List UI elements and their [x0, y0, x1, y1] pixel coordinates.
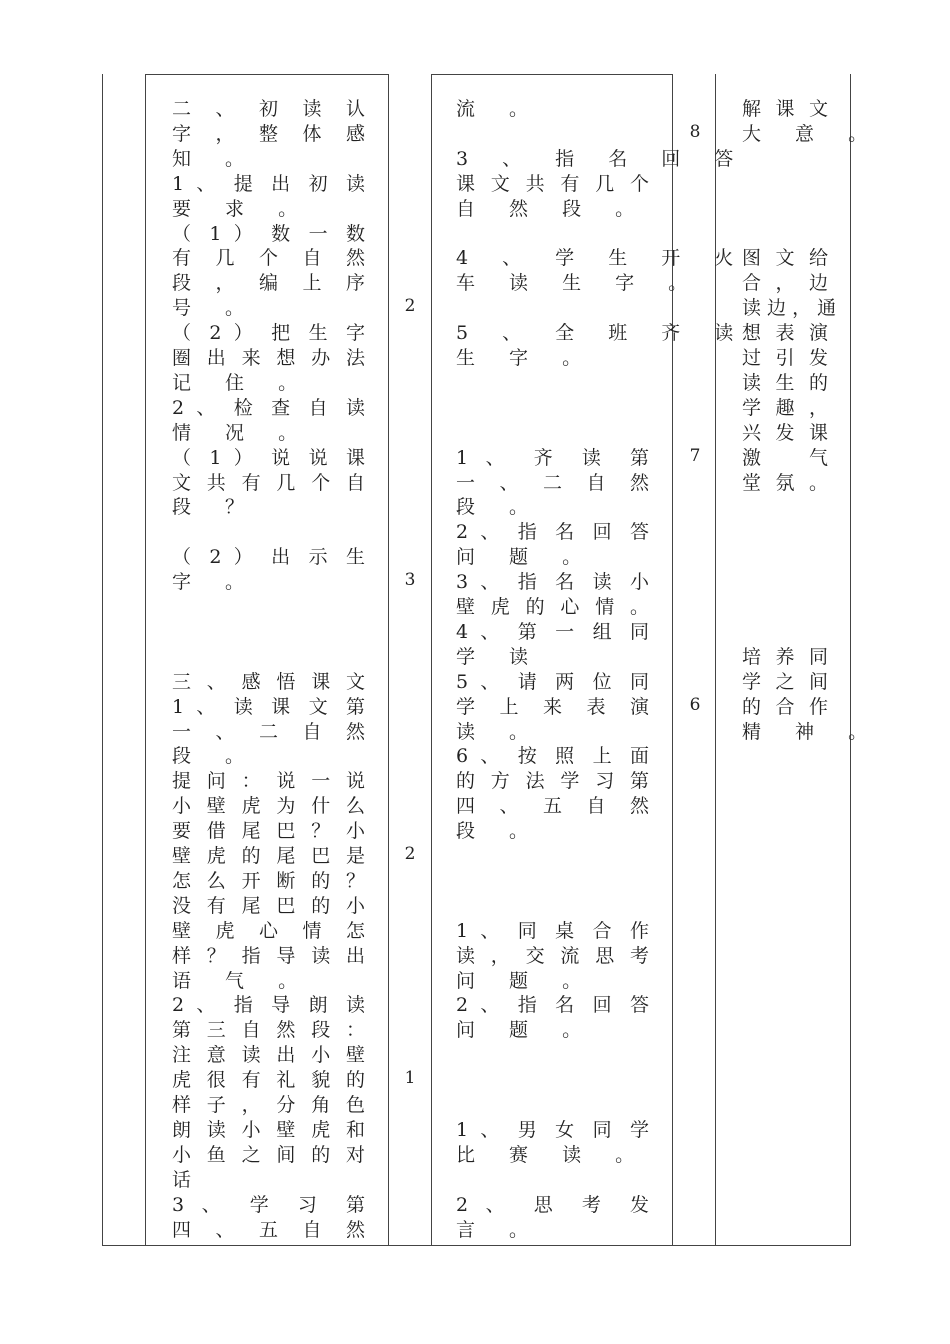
teacher-text-line: 三 、 感 悟 课 文: [172, 670, 365, 693]
intent-text-line: 培 养 同: [742, 645, 828, 668]
teacher-text-line: 注 意 读 出 小 壁: [172, 1044, 365, 1067]
time-minutes: 7: [689, 445, 701, 466]
col-teacher-left-border: [145, 74, 146, 1246]
teacher-text-line: 情 况 。: [172, 421, 312, 444]
student-text-line: 6 、 按 照 上 面: [456, 745, 649, 768]
intent-text-line: 堂 氛 。: [742, 471, 828, 494]
student-text-line: 段 。: [456, 820, 543, 843]
teacher-text-line: 文 共 有 几 个 自: [172, 471, 365, 494]
student-text-line: 问 题 。: [456, 546, 596, 569]
student-text-line: 3 、 指 名 读 小: [456, 571, 649, 594]
student-text-line: 生 字 。: [456, 347, 596, 369]
student-text-line: 问 题 。: [456, 969, 596, 992]
teacher-text-line: 有 几 个 自 然: [172, 247, 365, 270]
time-minutes: 6: [689, 694, 701, 715]
teacher-text-line: 第 三 自 然 段 ：: [172, 1019, 365, 1042]
student-text-line: 壁 虎 的 心 情 。: [456, 596, 649, 618]
teacher-text-line: 小 壁 虎 为 什 么: [172, 795, 365, 818]
teacher-text-line: 字 。: [172, 571, 259, 594]
intent-text-line: 激 气: [742, 446, 828, 469]
teacher-text-line: 朗 读 小 壁 虎 和: [172, 1118, 365, 1141]
teacher-text-line: 知 。: [172, 147, 259, 170]
teacher-text-line: 四 、 五 自 然: [172, 1218, 365, 1241]
student-text-line: 学 读: [456, 645, 543, 668]
intent-text-line: 的 合 作: [742, 695, 828, 718]
teacher-text-line: 一 、 二 自 然: [172, 720, 365, 743]
student-text-line: 4 、 学 生 开 火: [456, 247, 748, 270]
student-text-line: 3 、 指 名 回 答: [456, 147, 748, 170]
teacher-text-line: 样 ？ 指 导 读 出: [172, 944, 365, 967]
teacher-text-line: 段 ， 编 上 序: [172, 272, 365, 295]
teacher-text-line: （ 1 ） 说 说 课: [172, 446, 365, 469]
student-text-line: 1 、 同 桌 合 作: [456, 919, 649, 942]
student-text-line: 车 读 生 字 。: [456, 272, 702, 295]
intent-text-line: 读 边 ， 通: [742, 297, 837, 320]
teacher-text-line: 2 、 指 导 朗 读: [172, 994, 365, 1017]
student-text-line: 5 、 全 班 齐 读: [456, 322, 748, 345]
student-text-line: 2 、 指 名 回 答: [456, 994, 649, 1017]
student-text-line: 学 上 来 表 演: [456, 695, 649, 718]
student-text-line: 段 。: [456, 496, 543, 519]
teacher-text-line: 语 气 。: [172, 969, 312, 992]
student-text-line: 课 文 共 有 几 个: [456, 172, 649, 195]
table-left-border: [102, 74, 103, 1246]
intent-text-line: 学 之 间: [742, 670, 828, 693]
intent-text-line: 读 生 的: [742, 371, 828, 394]
teacher-text-line: 要 借 尾 巴 ？ 小: [172, 820, 365, 843]
teacher-text-line: 怎 么 开 断 的 ？: [172, 869, 365, 892]
intent-text-line: 精 神 。: [742, 720, 882, 743]
intent-text-line: 过 引 发: [742, 347, 828, 369]
teacher-text-line: 提 问 ： 说 一 说: [172, 770, 365, 793]
teacher-text-line: 3 、 学 习 第: [172, 1193, 365, 1216]
intent-text-line: 合 ， 边: [742, 272, 828, 295]
teacher-text-line: 壁 虎 心 情 怎: [172, 919, 365, 942]
student-top-border: [431, 74, 672, 75]
student-text-line: 2 、 指 名 回 答: [456, 521, 649, 544]
student-text-line: 一 、 二 自 然: [456, 471, 649, 494]
teacher-text-line: 话: [172, 1168, 206, 1191]
student-text-line: 4 、 第 一 组 同: [456, 620, 649, 643]
intent-text-line: 大 意 。: [742, 122, 882, 145]
col-teacher-right-border: [388, 74, 389, 1246]
teacher-text-line: 号 。: [172, 297, 259, 320]
student-text-line: 的 方 法 学 习 第: [456, 770, 649, 793]
time-minutes: 2: [404, 844, 416, 864]
student-text-line: 读 。: [456, 720, 543, 743]
student-text-line: 四 、 五 自 然: [456, 795, 649, 818]
student-text-line: 自 然 段 。: [456, 197, 649, 220]
teacher-text-line: （ 2 ） 把 生 字: [172, 322, 365, 345]
time-minutes: 2: [404, 296, 416, 317]
intent-text-line: 想 表 演: [742, 322, 828, 345]
student-text-line: 读 ， 交 流 思 考: [456, 944, 649, 967]
teacher-text-line: 小 鱼 之 间 的 对: [172, 1143, 365, 1166]
intent-text-line: 兴 发 课: [742, 421, 828, 444]
teacher-text-line: 2 、 检 查 自 读: [172, 396, 365, 419]
col-student-left-border: [431, 74, 432, 1246]
student-text-line: 1 、 齐 读 第: [456, 446, 649, 469]
teacher-text-line: 虎 很 有 礼 貌 的: [172, 1069, 365, 1092]
teacher-text-line: 壁 虎 的 尾 巴 是: [172, 845, 365, 867]
time-minutes: 8: [689, 121, 701, 142]
teacher-text-line: 记 住 。: [172, 371, 312, 394]
teacher-text-line: 1 、 读 课 文 第: [172, 695, 365, 718]
teacher-text-line: 圈 出 来 想 办 法: [172, 347, 365, 369]
teacher-text-line: 段 ？: [172, 496, 259, 519]
intent-text-line: 学 趣 ，: [742, 396, 828, 419]
student-text-line: 言 。: [456, 1218, 543, 1241]
teacher-text-line: 没 有 尾 巴 的 小: [172, 894, 365, 917]
teacher-text-line: 1 、 提 出 初 读: [172, 172, 365, 195]
student-text-line: 问 题 。: [456, 1019, 596, 1042]
teacher-text-line: （ 1 ） 数 一 数: [172, 222, 365, 245]
time-minutes: 1: [404, 1068, 416, 1089]
time-minutes: 3: [404, 570, 416, 591]
intent-text-line: 图 文 给: [742, 247, 828, 270]
teacher-text-line: 二 、 初 读 认: [172, 98, 365, 120]
intent-text-line: 解 课 文: [742, 98, 828, 120]
student-text-line: 1 、 男 女 同 学: [456, 1118, 649, 1141]
student-text-line: 2 、 思 考 发: [456, 1193, 649, 1216]
teacher-text-line: 段 。: [172, 745, 259, 768]
student-text-line: 5 、 请 两 位 同: [456, 670, 649, 693]
table-right-border: [850, 74, 851, 1246]
teacher-text-line: 要 求 。: [172, 197, 312, 220]
teacher-top-border: [145, 74, 388, 75]
teacher-text-line: （ 2 ） 出 示 生: [172, 546, 365, 569]
teacher-text-line: 字 ， 整 体 感: [172, 122, 365, 145]
teacher-text-line: 样 子 ， 分 角 色: [172, 1094, 365, 1116]
student-text-line: 流 。: [456, 98, 543, 120]
table-bottom-border: [102, 1245, 851, 1246]
student-text-line: 比 赛 读 。: [456, 1143, 649, 1166]
